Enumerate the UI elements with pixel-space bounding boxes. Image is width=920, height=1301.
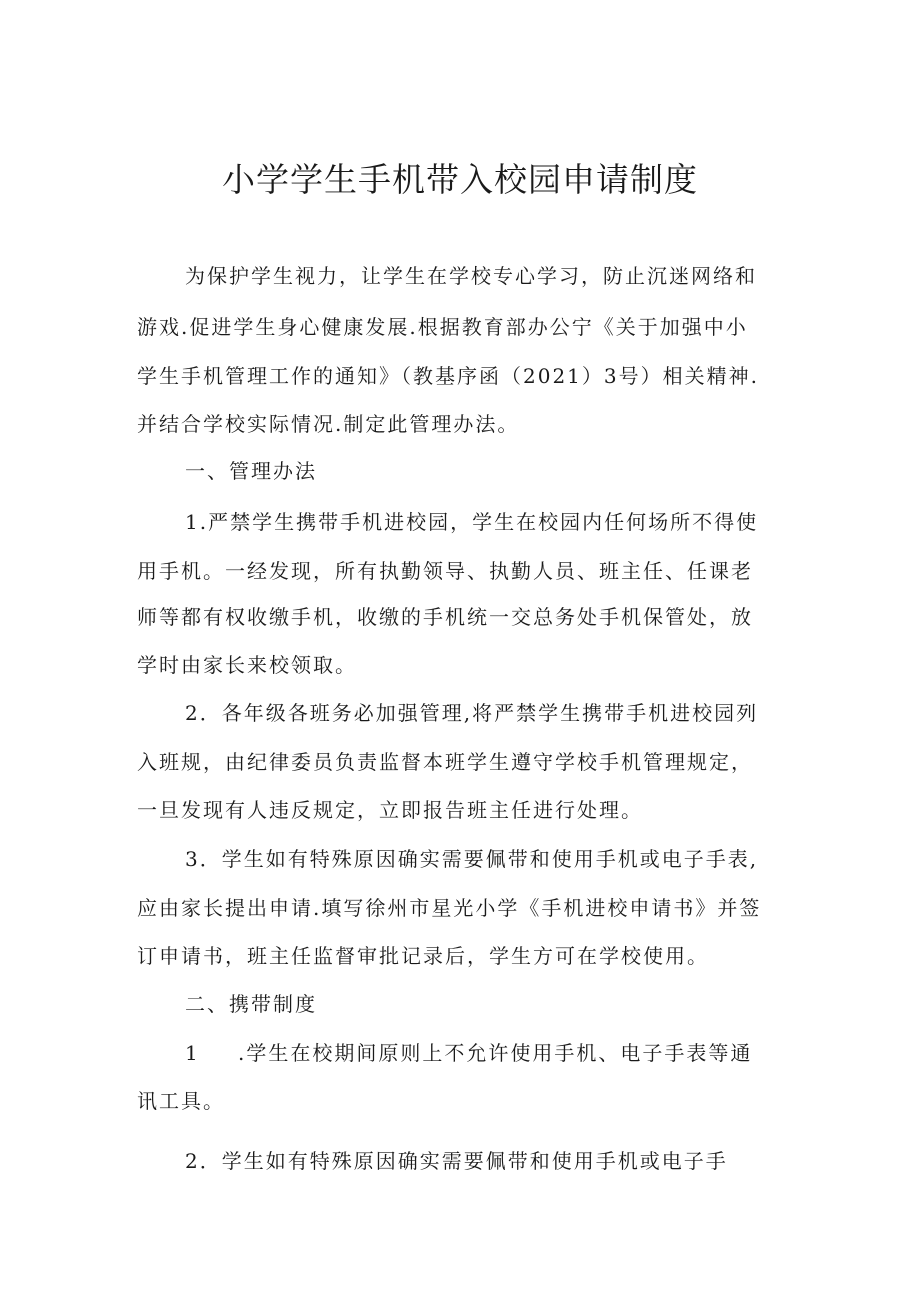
paragraph-line: 游戏.促进学生身心健康发展.根据教育部办公宁《关于加强中小 [137,315,748,339]
paragraph-line: 学生手机管理工作的通知》（教基序函（2021）3号）相关精神. [137,364,759,388]
paragraph-line: 讯工具。 [137,1089,225,1113]
paragraph-line: 为保护学生视力，让学生在学校专心学习，防止沉迷网络和 [185,264,757,288]
paragraph-line: 订申请书，班主任监督审批记录后，学生方可在学校使用。 [137,944,709,968]
paragraph-line: 1.严禁学生携带手机进校园，学生在校园内任何场所不得使 [185,510,759,534]
list-number: 1 [185,1041,200,1065]
paragraph-line: 学时由家长来校领取。 [137,653,357,677]
paragraph-line: 3．学生如有特殊原因确实需要佩带和使用手机或电子手表, [185,847,759,871]
document-title: 小学学生手机带入校园申请制度 [222,160,698,199]
paragraph-line: 师等都有权收缴手机，收缴的手机统一交总务处手机保管处，放 [137,605,753,629]
paragraph-line: 并结合学校实际情况.制定此管理办法。 [137,412,520,436]
section-heading: 二、携带制度 [185,992,317,1016]
paragraph-line: 2．学生如有特殊原因确实需要佩带和使用手机或电子手 [185,1149,728,1173]
paragraph-line: 应由家长提出申请.填写徐州市星光小学《手机进校申请书》并签 [137,896,762,920]
section-heading: 一、管理办法 [185,459,317,483]
paragraph-line: 入班规，由纪律委员负责监督本班学生遵守学校手机管理规定， [137,750,753,774]
paragraph-line: 2．各年级各班务必加强管理,将严禁学生携带手机进校园列 [185,701,759,725]
paragraph-line: 用手机。一经发现，所有执勤领导、执勤人员、班主任、任课老 [137,559,753,583]
paragraph-line: .学生在校期间原则上不允许使用手机、电子手表等通 [238,1041,753,1065]
paragraph-line: 一旦发现有人违反规定，立即报告班主任进行处理。 [137,798,643,822]
